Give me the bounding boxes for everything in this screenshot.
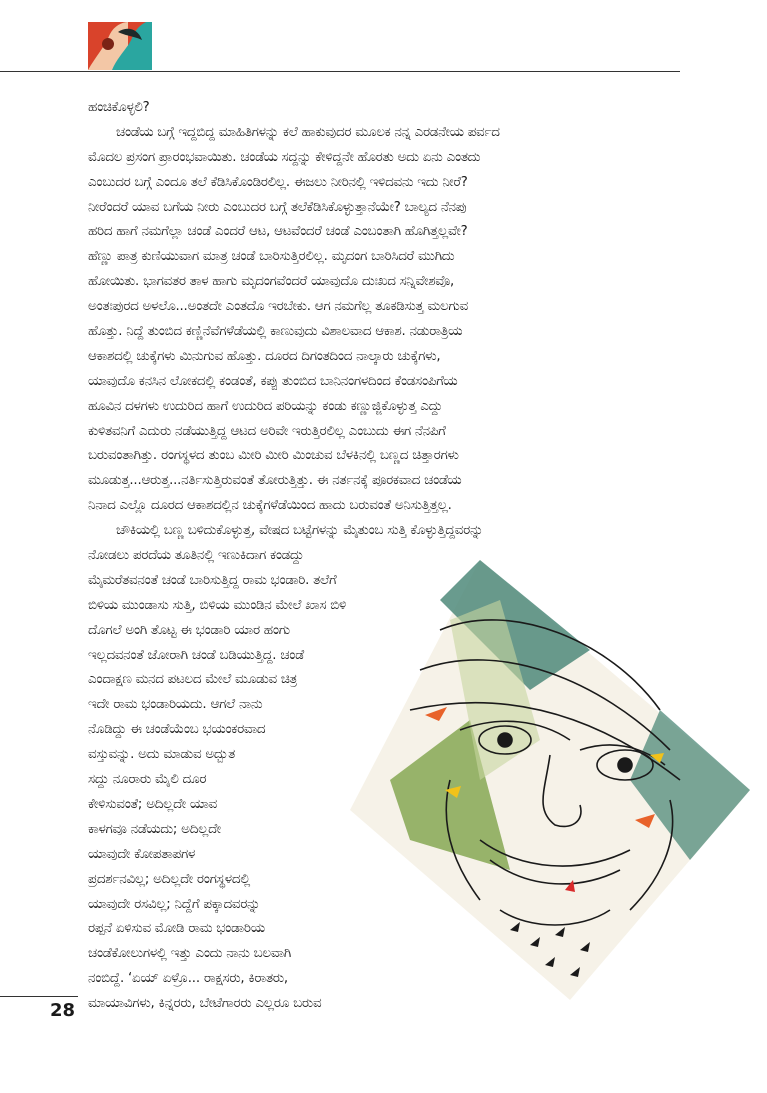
text-line: ಕೇಳಿಸುವಂತೆ; ಅದಿಲ್ಲದೇ ಯಾವ <box>88 796 217 812</box>
text-line: ಹರಿದ ಹಾಗೆ ನಮಗೆಲ್ಲಾ ಚಂಡೆ ಎಂದರೆ ಆಟ, ಆಟವೆಂದರೆ ಚಂಡೆ ಎಂಬಂತಾಗಿ ಹೊಗಿತ್ತಲ್ಲವೇ? <box>88 224 468 240</box>
text-line: ಮೂಡುತ್ತ...ಆರುತ್ತ...ನರ್ತಿಸುತ್ತಿರುವಂತೆ ತೋರುತ್ತಿತ್ತು. ಈ ನರ್ತನಕ್ಕೆ ಪೂರಕವಾದ ಚಂಡೆಯ <box>88 473 462 489</box>
text-line: ಬರುವಂತಾಗಿತ್ತು. ರಂಗಸ್ಥಳದ ತುಂಬ ಮೀರಿ ಮೀರಿ ಮಿಂಚುವ ಬೆಳಕಿನಲ್ಲಿ ಬಣ್ಣದ ಚಿತ್ತಾರಗಳು <box>88 448 459 464</box>
text-line: ಚೌಕಿಯಲ್ಲಿ ಬಣ್ಣ ಬಳಿದುಕೊಳ್ಳುತ್ತ, ವೇಷದ ಬಟ್ಟೆಗಳನ್ನು ಮೈತುಂಬ ಸುತ್ತಿ ಕೊಳ್ಳುತ್ತಿದ್ದವರನ್ನು <box>116 523 484 539</box>
text-line: ಪ್ರದರ್ಶನವಿಲ್ಲ; ಅದಿಲ್ಲದೇ ರಂಗಸ್ಥಳದಲ್ಲಿ <box>88 871 251 887</box>
text-line: ಅಂತಃಪುರದ ಅಳಲೊ...ಅಂತದೇ ಎಂತದೊ ಇರಬೇಕು. ಆಗ ನಮಗೆಲ್ಲ ತೂಕಡಿಸುತ್ತ ಮಲಗುವ <box>88 299 468 315</box>
text-line: ಎಂದಾಕ್ಷಣ ಮನದ ಪಟಲದ ಮೇಲೆ ಮೂಡುವ ಚಿತ್ರ <box>88 672 297 688</box>
text-line: ಚಂಡೆಕೋಲುಗಳಲ್ಲಿ ಇತ್ತು ಎಂದು ನಾನು ಬಲವಾಗಿ <box>88 946 291 962</box>
text-line: ಮೊದಲ ಪ್ರಸಂಗ ಪ್ರಾರಂಭವಾಯಿತು. ಚಂಡೆಯ ಸದ್ದನ್ನು ಕೇಳಿದ್ದನೇ ಹೊರತು ಅದು ಏನು ಎಂತದು <box>88 149 481 165</box>
text-line: ಆಕಾಶದಲ್ಲಿ ಚುಕ್ಕೆಗಳು ಮಿನುಗುವ ಹೊತ್ತು. ದೂರದ ದಿಗಂತದಿಂದ ನಾಲ್ಕಾರು ಚುಕ್ಕೆಗಳು, <box>88 348 441 364</box>
text-line: ಮಾಯಾವಿಗಳು, ಕಿನ್ನರರು, ಬೇಟೆಗಾರರು ಎಲ್ಲರೂ ಬರುವ <box>88 996 322 1012</box>
text-line: ನಿನಾದ ಎಲ್ಲೊ ದೂರದ ಆಕಾಶದಲ್ಲಿನ ಚುಕ್ಕೆಗಳೆಡೆಯಿಂದ ಹಾದು ಬರುವಂತೆ ಅನಿಸುತ್ತಿತ್ತಲ್ಲ. <box>88 498 452 514</box>
text-line: ಯಾವುದೇ ರಸವಿಲ್ಲ; ನಿದ್ದೆಗೆ ಪಕ್ಕಾದವರನ್ನು <box>88 896 261 912</box>
article-body <box>88 96 683 1017</box>
text-line: ಕಾಳಗವೂ ನಡೆಯದು; ಅದಿಲ್ಲದೇ <box>88 821 221 837</box>
text-line: ಸದ್ದು ನೂರಾರು ಮೈಲಿ ದೂರ <box>88 772 207 788</box>
text-line: ಇದೇ ರಾಮ ಭಂಡಾರಿಯದು. ಆಗಲೆ ನಾನು <box>88 697 263 713</box>
text-line: ಹಂಚಿಕೊಳ್ಳಲಿ? <box>88 100 150 115</box>
text-line: ರಪ್ಪನೆ ಏಳಿಸುವ ಮೋಡಿ ರಾಮ ಭಂಡಾರಿಯ <box>88 921 265 937</box>
text-line: ಯಾವುದೊ ಕನಸಿನ ಲೋಕದಲ್ಲಿ ಕಂಡಂತೆ, ಕಪ್ಪು ತುಂಬಿದ ಬಾನಿನಂಗಳದಿಂದ ಕೆಂಡಸಂಪಿಗೆಯ <box>88 373 458 389</box>
text-line: ಇಲ್ಲದವನಂತೆ ಜೋರಾಗಿ ಚಂಡೆ ಬಡಿಯುತ್ತಿದ್ದ. ಚಂಡೆ <box>88 647 304 663</box>
text-line: ಹೋಯಿತು. ಭಾಗವತರ ತಾಳ ಹಾಗು ಮೃದಂಗವೆಂದರೆ ಯಾವುದೊ ದುಃಖದ ಸನ್ನಿವೇಶವೊ, <box>88 274 454 290</box>
text-line: ನೀರೆಂದರೆ ಯಾವ ಬಗೆಯ ನೀರು ಎಂಬುದರ ಬಗ್ಗೆ ತಲೆಕೆಡಿಸಿಕೊಳ್ಳುತ್ತಾನೆಯೇ? ಬಾಲ್ಯದ ನೆನಪು <box>88 199 467 215</box>
text-line: ವಸ್ತುವನ್ನು. ಅದು ಮಾಡುವ ಅದ್ಬುತ <box>88 747 235 763</box>
text-line: ಎಂಬುದರ ಬಗ್ಗೆ ಎಂದೂ ತಲೆ ಕೆಡಿಸಿಕೊಂಡಿರಲಿಲ್ಲ. ಈಜಲು ನೀರಿನಲ್ಲಿ ಇಳಿದವನು ಇದು ನೀರೆ? <box>88 174 468 190</box>
text-line: ಯಾವುದೇ ಕೋಪತಾಪಗಳ <box>88 846 195 862</box>
footer-rule <box>0 996 78 997</box>
magazine-logo <box>88 22 152 70</box>
text-line: ಮೈಮರೆತವನಂತೆ ಚಂಡೆ ಬಾರಿಸುತ್ತಿದ್ದ ರಾಮ ಭಂಡಾರಿ. ತಲೆಗೆ <box>88 572 337 588</box>
text-line: ನೊಡಿದ್ದು ಈ ಚಂಡೆಯೆಂಬ ಭಯಂಕರವಾದ <box>88 722 266 738</box>
text-line: ಹೆಣ್ಣು ಪಾತ್ರ ಕುಣಿಯುವಾಗ ಮಾತ್ರ ಚಂಡೆ ಬಾರಿಸುತ್ತಿರಲಿಲ್ಲ. ಮೃದಂಗ ಬಾರಿಸಿದರೆ ಮುಗಿದು <box>88 249 455 265</box>
text-line: ಕುಳಿತವನಿಗೆ ಎದುರು ನಡೆಯುತ್ತಿದ್ದ ಆಟದ ಅರಿವೇ ಇರುತ್ತಿರಲಿಲ್ಲ ಎಂಬುದು ಈಗ ನೆನಪಿಗೆ <box>88 423 446 439</box>
header-rule <box>0 71 680 72</box>
page-number: 28 <box>50 1000 76 1021</box>
text-line: ಚಂಡೆಯ ಬಗ್ಗೆ ಇದ್ದಬಿದ್ದ ಮಾಹಿತಿಗಳನ್ನು ಕಲೆ ಹಾಕುವುದರ ಮೂಲಕ ನನ್ನ ಎರಡನೇಯ ಪರ್ವದ <box>116 124 500 140</box>
text-line: ಹೂವಿನ ದಳಗಳು ಉದುರಿದ ಹಾಗೆ ಉದುರಿದ ಪರಿಯನ್ನು ಕಂಡು ಕಣ್ಣುಜ್ಜಿಕೊಳ್ಳುತ್ತ ಎದ್ದು <box>88 398 443 414</box>
text-line: ನಂಬಿದ್ದೆ. ‘ಏಯ್ ಏಳ್ರೊ... ರಾಕ್ಷಸರು, ಕಿರಾತರು, <box>88 971 288 987</box>
text-line: ದೊಗಲೆ ಅಂಗಿ ತೊಟ್ಟ ಈ ಭಂಡಾರಿ ಯಾರ ಹಂಗು <box>88 622 290 638</box>
text-line: ಹೊತ್ತು. ನಿದ್ದೆ ತುಂಬಿದ ಕಣ್ಣಿನೆವೆಗಳೆಡೆಯಲ್ಲಿ ಕಾಣುವುದು ವಿಶಾಲವಾದ ಆಕಾಶ. ನಡುರಾತ್ರಿಯ <box>88 324 463 340</box>
text-line: ನೋಡಲು ಪರದೆಯ ತೂತಿನಲ್ಲಿ ಇಣುಕಿದಾಗ ಕಂಡದ್ದು <box>88 548 304 564</box>
text-line: ಬಿಳಿಯ ಮುಂಡಾಸು ಸುತ್ತಿ, ಬಿಳಿಯ ಮುಂಡಿನ ಮೇಲೆ ಖಾಸ ಬಿಳಿ <box>88 597 347 613</box>
